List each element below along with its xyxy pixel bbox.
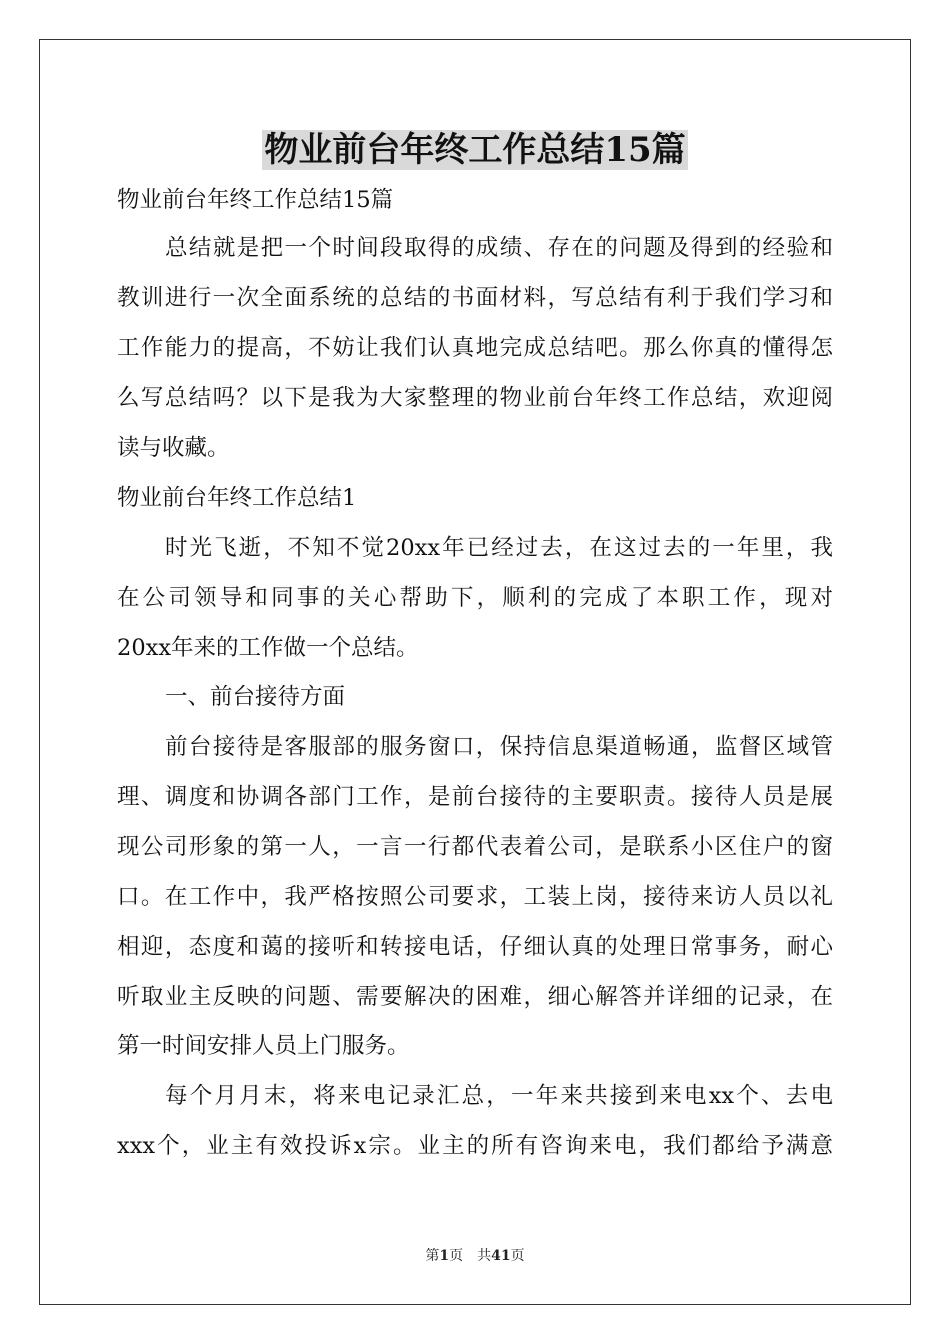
paragraph-line: 每个月月末，将来电记录汇总，一年来共接到来电xx个、去电 bbox=[165, 1083, 833, 1109]
paragraph-line: xxx个，业主有效投诉x宗。业主的所有咨询来电，我们都给予满意 bbox=[117, 1133, 833, 1159]
paragraph-line: 听取业主反映的问题、需要解决的困难，细心解答并详细的记录，在 bbox=[117, 984, 833, 1010]
paragraph-line: 总结就是把一个时间段取得的成绩、存在的问题及得到的经验和 bbox=[165, 235, 833, 261]
paragraph-line: 20xx年来的工作做一个总结。 bbox=[117, 635, 419, 661]
page-border bbox=[39, 39, 911, 1305]
paragraph-line: 理、调度和协调各部门工作，是前台接待的主要职责。接待人员是展 bbox=[117, 784, 833, 810]
paragraph-line: 工作能力的提高，不妨让我们认真地完成总结吧。那么你真的懂得怎 bbox=[117, 335, 833, 361]
subtitle-line: 物业前台年终工作总结15篇 bbox=[117, 187, 394, 213]
document-title bbox=[0, 124, 950, 176]
paragraph-line: 读与收藏。 bbox=[117, 435, 230, 461]
subsection-heading: 一、前台接待方面 bbox=[165, 684, 346, 710]
paragraph-line: 现公司形象的第一人，一言一行都代表着公司，是联系小区住户的窗 bbox=[117, 834, 833, 860]
footer-page-prefix: 第 bbox=[425, 1248, 440, 1264]
paragraph-line: 第一时间安排人员上门服务。 bbox=[117, 1033, 410, 1059]
footer-page-current: 1 bbox=[439, 1248, 450, 1264]
paragraph-line: 在公司领导和同事的关心帮助下，顺利的完成了本职工作，现对 bbox=[117, 585, 833, 611]
paragraph-line: 教训进行一次全面系统的总结的书面材料，写总结有利于我们学习和 bbox=[117, 285, 833, 311]
footer-page-total: 41 bbox=[491, 1248, 511, 1264]
document-title-text: 物业前台年终工作总结15篇 bbox=[264, 130, 686, 170]
paragraph-line: 口。在工作中，我严格按照公司要求，工装上岗，接待来访人员以礼 bbox=[117, 884, 833, 910]
footer-page-suffix: 页 bbox=[510, 1248, 525, 1264]
paragraph-line: 么写总结吗？以下是我为大家整理的物业前台年终工作总结，欢迎阅 bbox=[117, 385, 833, 411]
footer-page-mid: 页 共 bbox=[449, 1248, 492, 1264]
section-heading: 物业前台年终工作总结1 bbox=[117, 485, 357, 511]
paragraph-line: 前台接待是客服部的服务窗口，保持信息渠道畅通，监督区域管 bbox=[165, 734, 833, 760]
paragraph-line: 时光飞逝，不知不觉20xx年已经过去，在这过去的一年里，我 bbox=[165, 535, 833, 561]
page-footer bbox=[0, 1246, 950, 1266]
paragraph-line: 相迎，态度和蔼的接听和转接电话，仔细认真的处理日常事务，耐心 bbox=[117, 934, 833, 960]
